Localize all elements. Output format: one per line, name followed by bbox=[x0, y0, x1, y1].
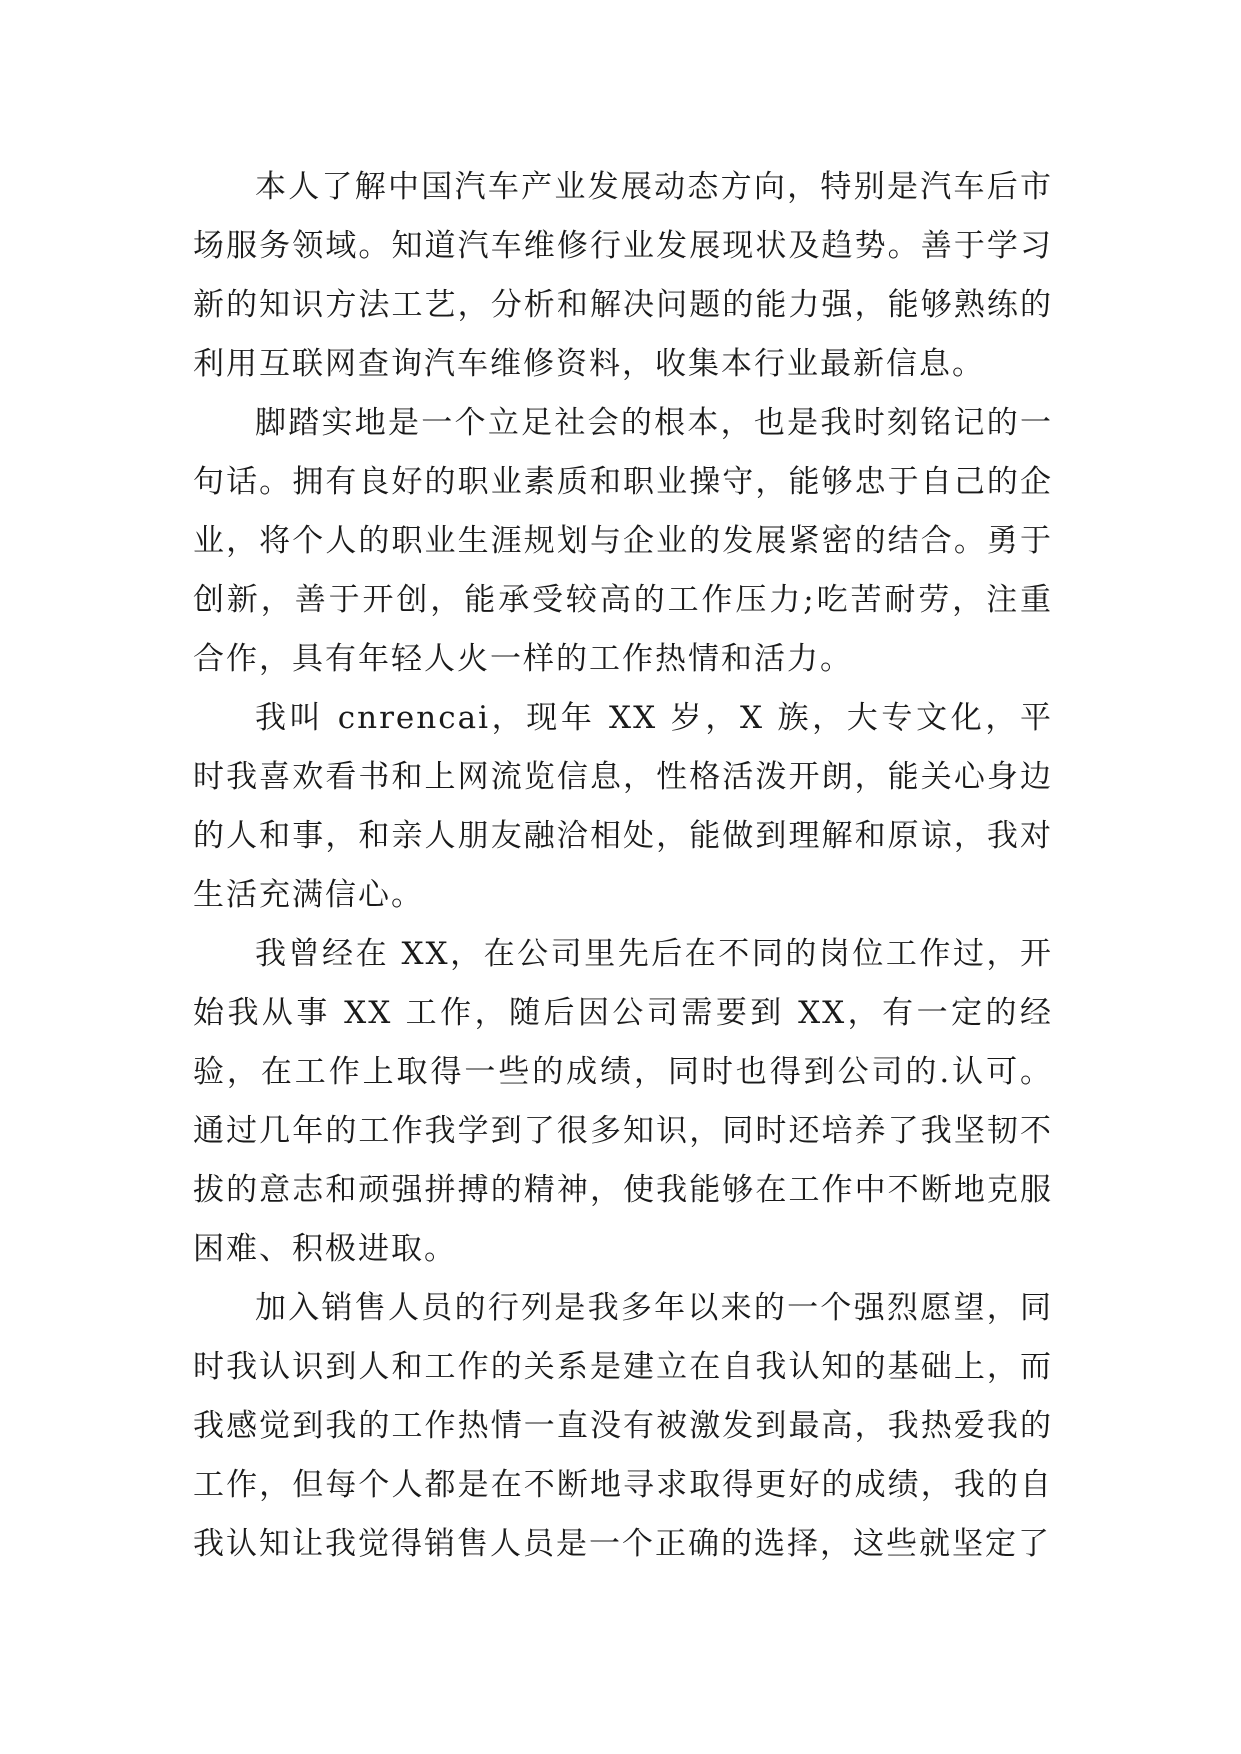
paragraph-work-attitude: 脚踏实地是一个立足社会的根本，也是我时刻铭记的一句话。拥有良好的职业素质和职业操守，能够忠于自己的企业，将个人的职业生涯规划与企业的发展紧密的结合。勇于创新，善于开创，能承受较高的工作压力;吃苦耐劳，注重合作，具有年轻人火一样的工作热情和活力。 bbox=[193, 405, 1053, 677]
paragraph-industry-knowledge: 本人了解中国汽车产业发展动态方向，特别是汽车后市场服务领域。知道汽车维修行业发展现状及趋势。善于学习新的知识方法工艺，分析和解决问题的能力强，能够熟练的利用互联网查询汽车维修资料，收集本行业最新信息。 bbox=[193, 169, 1053, 382]
paragraph-sales-motivation: 加入销售人员的行列是我多年以来的一个强烈愿望，同时我认识到人和工作的关系是建立在自我认知的基础上，而我感觉到我的工作热情一直没有被激发到最高，我热爱我的工作，但每个人都是在不断地寻求取得更好的成绩，我的自我认知让我觉得销售人员是一个正确的选择，这些就坚定了 bbox=[193, 1290, 1053, 1562]
document-body bbox=[193, 158, 1053, 1574]
paragraph-work-experience: 我曾经在 XX，在公司里先后在不同的岗位工作过，开始我从事 XX 工作，随后因公司需要到 XX，有一定的经验，在工作上取得一些的成绩，同时也得到公司的.认可。通过几年的工作我学到了很多知识，同时还培养了我坚韧不拔的意志和顽强拼搏的精神，使我能够在工作中不断地克服困难、积极进取。 bbox=[193, 936, 1053, 1267]
paragraph-personal-intro: 我叫 cnrencai，现年 XX 岁，X 族，大专文化，平时我喜欢看书和上网流览信息，性格活泼开朗，能关心身边的人和事，和亲人朋友融洽相处，能做到理解和原谅，我对生活充满信心。 bbox=[193, 700, 1053, 913]
